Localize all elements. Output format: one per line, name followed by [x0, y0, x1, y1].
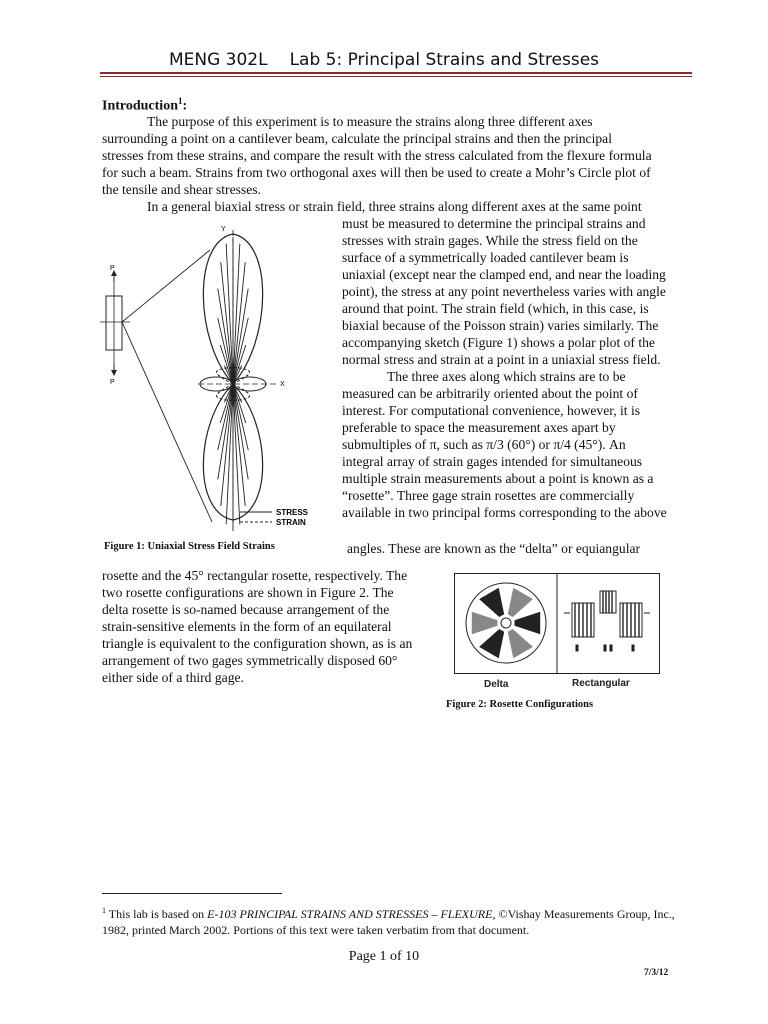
intro-heading-text: Introduction [102, 98, 178, 114]
paragraph-line: interest. For computational convenience, however, it is [342, 403, 641, 418]
leader-line-top [122, 250, 210, 322]
figure-1-caption: Figure 1: Uniaxial Stress Field Strains [104, 541, 275, 552]
legend-stress-label: STRESS [276, 508, 309, 517]
footnote-rule [102, 893, 282, 894]
figure-2-rosettes [454, 573, 660, 695]
footnote-text-before: This lab is based on [108, 907, 208, 921]
figure-2-caption: Figure 2: Rosette Configurations [446, 699, 594, 710]
paragraph-line: two rosette configurations are shown in Figure 2. The [102, 585, 394, 600]
paragraph-line: triangle is equivalent to the configuration shown, as is an [102, 636, 413, 651]
footnote-marker: 1 [102, 906, 106, 915]
delta-rosette-graphic [466, 583, 546, 663]
page-header [0, 50, 768, 70]
paragraph-line: In a general biaxial stress or strain field, three strains along different axes at the same point [147, 199, 642, 214]
intro-paragraph-2-first-line [102, 198, 694, 215]
paragraph-line: uniaxial (except near the clamped end, and near the loading [342, 267, 666, 282]
paragraph-line: either side of a third gage. [102, 670, 244, 685]
footnote [102, 903, 694, 938]
paragraph-line: point), the stress at any point nevertheless varies with angle [342, 284, 666, 299]
intro-heading-colon: : [182, 98, 188, 114]
rectangular-label: Rectangular [572, 678, 630, 689]
header-rule-thick [100, 72, 692, 74]
paragraph-line: available in two principal forms corresponding to the above [342, 505, 667, 520]
paragraph-line: multiple strain measurements about a point is known as a [342, 471, 654, 486]
paragraph-line: stresses from these strains, and compare the result with the stress calculated from the flexure formula [102, 148, 652, 163]
load-label-bottom: P [110, 379, 115, 386]
paragraph-line: biaxial because of the Poisson strain) varies similarly. The [342, 318, 659, 333]
footnote-text-after: ©Vishay Measurements Group, Inc., 1982, printed March 2002. Portions of this text were taken verbatim from that document. [102, 907, 675, 937]
paragraph-line: surrounding a point on a cantilever beam, calculate the principal strains and then the principal [102, 131, 612, 146]
intro-heading-footnote-ref: 1 [177, 96, 183, 106]
load-arrowhead-bottom [111, 370, 117, 376]
paragraph-line: arrangement of two gages symmetrically disposed 60° [102, 653, 398, 668]
page-number: Page 1 of 10 [348, 949, 420, 964]
paragraph-line: stresses with strain gages. While the stress field on the [342, 233, 638, 248]
intro-paragraph-2-column [342, 215, 694, 521]
x-axis-label: X [280, 381, 285, 388]
lab-title: Lab 5: Principal Strains and Stresses [289, 50, 600, 70]
course-code: MENG 302L [168, 50, 268, 70]
paragraph-line: The purpose of this experiment is to measure the strains along three different axes [147, 114, 593, 129]
intro-paragraph-3 [102, 567, 432, 686]
paragraph-line: submultiples of π, such as π/3 (60°) or π/4 (45°). An [342, 437, 626, 452]
intro-paragraph-1 [102, 113, 694, 198]
paragraph-line: surface of a symmetrically loaded cantilever beam is [342, 250, 629, 265]
paragraph-line: must be measured to determine the principal strains and [342, 216, 646, 231]
paragraph-line: angles. These are known as the “delta” or equiangular [347, 541, 641, 556]
legend-strain-label: STRAIN [276, 518, 306, 527]
paragraph-line: the tensile and shear stresses. [102, 182, 261, 197]
paragraph-line: accompanying sketch (Figure 1) shows a polar plot of the [342, 335, 655, 350]
paragraph-line: delta rosette is so-named because arrangement of the [102, 602, 390, 617]
paragraph-line: around that point. The strain field (which, in this case, is [342, 301, 649, 316]
paragraph-line: The three axes along which strains are to be [387, 369, 626, 384]
footnote-source-title: E-103 PRINCIPAL STRAINS AND STRESSES – FLEXURE, [207, 907, 496, 921]
paragraph-line: strain-sensitive elements in the form of an equilateral [102, 619, 392, 634]
intro-heading [102, 96, 187, 115]
paragraph-line: rosette and the 45° rectangular rosette, respectively. The [102, 568, 408, 583]
paragraph-line: preferable to space the measurement axes apart by [342, 420, 616, 435]
paragraph-line: for such a beam. Strains from two orthogonal axes will then be used to create a Mohr’s Circle plot of [102, 165, 651, 180]
figure-1-polar-plot [100, 222, 320, 534]
y-axis-label: Y [221, 226, 226, 233]
paragraph-line: normal stress and strain at a point in a uniaxial stress field. [342, 352, 661, 367]
header-rule-thin [100, 76, 692, 77]
leader-line-bottom [122, 322, 212, 522]
paragraph-line: measured can be arbitrarily oriented about the point of [342, 386, 638, 401]
paragraph-line: integral array of strain gages intended for simultaneous [342, 454, 643, 469]
load-label-top: P [110, 265, 115, 272]
document-date: 7/3/12 [644, 968, 669, 978]
delta-label: Delta [484, 679, 509, 690]
paragraph-line: “rosette”. Three gage strain rosettes are commercially [342, 488, 635, 503]
